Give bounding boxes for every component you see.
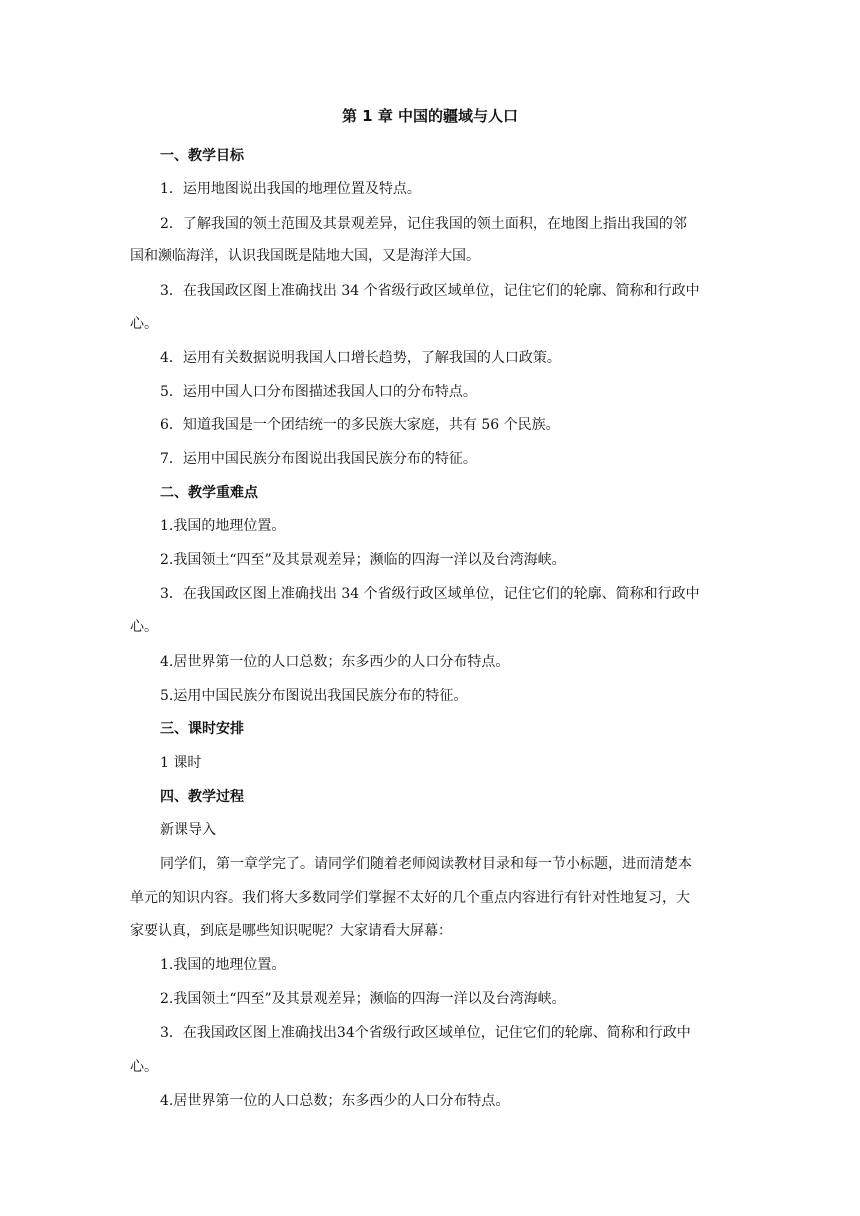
objective-item: 4．运用有关数据说明我国人口增长趋势，了解我国的人口政策。 [160,350,561,366]
process-item: 2.我国领土“四至”及其景观差异；濒临的四海一洋以及台湾海峡。 [160,991,566,1007]
objective-item: 6．知道我国是一个团结统一的多民族大家庭，共有 56 个民族。 [160,417,560,433]
key-point-item: 4.居世界第一位的人口总数；东多西少的人口分布特点。 [160,654,510,670]
key-point-item: 3．在我国政区图上准确找出 34 个省级行政区域单位，记住它们的轮廓、简称和行政中 [160,586,700,602]
process-item: 1.我国的地理位置。 [160,957,286,973]
key-point-item: 1.我国的地理位置。 [160,518,286,534]
process-paragraph-line: 家要认真，到底是哪些知识呢呢？大家请看大屏幕： [130,923,452,939]
section-heading-schedule: 三、课时安排 [160,721,244,737]
section-heading-objectives: 一、教学目标 [160,148,244,164]
process-subheading: 新课导入 [160,822,216,838]
objective-item: 3．在我国政区图上准确找出 34 个省级行政区域单位，记住它们的轮廓、简称和行政中 [160,283,700,299]
key-point-item-continued: 心。 [130,619,158,635]
objective-item-continued: 国和濒临海洋，认识我国既是陆地大国，又是海洋大国。 [130,248,480,264]
objective-item: 1．运用地图说出我国的地理位置及特点。 [160,181,421,197]
section-heading-process: 四、教学过程 [160,789,244,805]
key-point-item: 5.运用中国民族分布图说出我国民族分布的特征。 [160,688,468,704]
objective-item: 2．了解我国的领土范围及其景观差异，记住我国的领土面积，在地图上指出我国的邻 [160,216,687,232]
section-heading-key-points: 二、教学重难点 [160,485,258,501]
process-paragraph-line: 单元的知识内容。我们将大多数同学们掌握不太好的几个重点内容进行有针对性地复习，大 [130,890,690,906]
process-paragraph-line: 同学们，第一章学完了。请同学们随着老师阅读教材目录和每一节小标题，进而清楚本 [160,856,692,872]
key-point-item: 2.我国领土“四至”及其景观差异；濒临的四海一洋以及台湾海峡。 [160,552,566,568]
schedule-text: 1 课时 [160,755,202,771]
objective-item: 5．运用中国人口分布图描述我国人口的分布特点。 [160,384,477,400]
document-title: 第 1 章 中国的疆域与人口 [341,107,519,125]
process-item-continued: 心。 [130,1059,158,1075]
objective-item-continued: 心。 [130,316,158,332]
process-item: 4.居世界第一位的人口总数；东多西少的人口分布特点。 [160,1093,510,1109]
objective-item: 7．运用中国民族分布图说出我国民族分布的特征。 [160,451,477,467]
process-item: 3．在我国政区图上准确找出34个省级行政区域单位，记住它们的轮廓、简称和行政中 [160,1025,691,1041]
